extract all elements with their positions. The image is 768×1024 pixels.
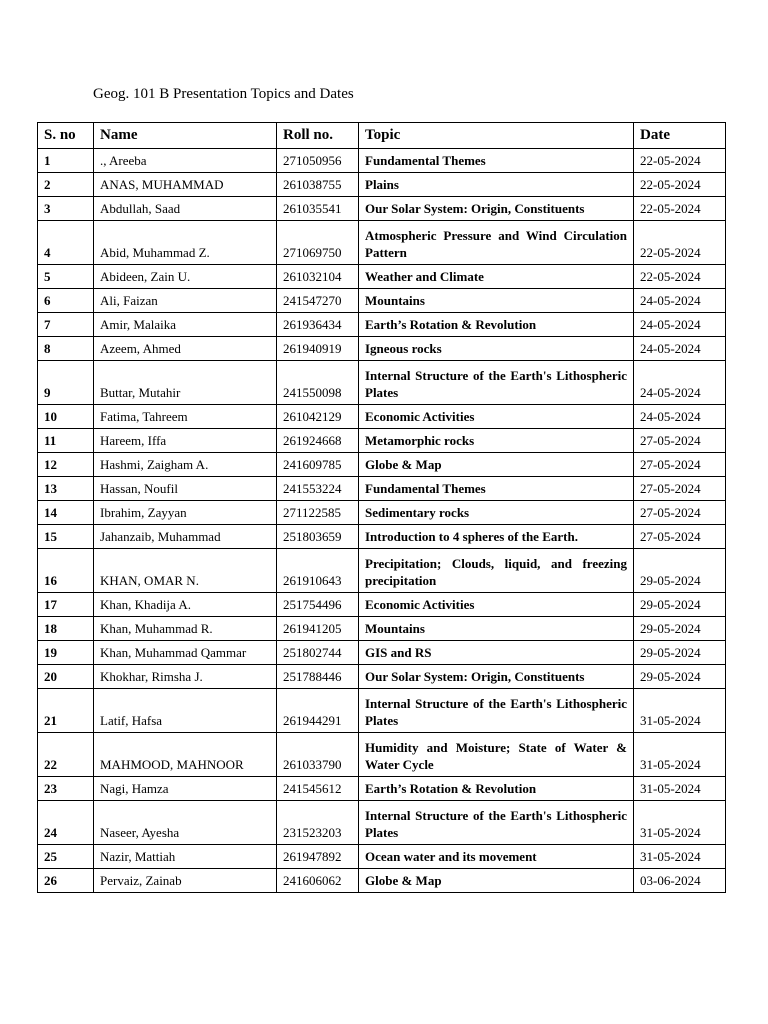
cell-topic: Plains (359, 173, 634, 197)
cell-topic: Introduction to 4 spheres of the Earth. (359, 525, 634, 549)
cell-date: 27-05-2024 (634, 453, 726, 477)
document-title: Geog. 101 B Presentation Topics and Dates (93, 86, 354, 102)
cell-date: 29-05-2024 (634, 549, 726, 593)
cell-topic: Economic Activities (359, 593, 634, 617)
cell-roll: 241547270 (277, 289, 359, 313)
cell-sno: 14 (38, 501, 94, 525)
table-row (38, 197, 726, 221)
cell-topic: Globe & Map (359, 453, 634, 477)
cell-date: 22-05-2024 (634, 149, 726, 173)
cell-roll: 251754496 (277, 593, 359, 617)
cell-topic: Internal Structure of the Earth's Lithospheric Plates (359, 801, 634, 845)
table-row (38, 845, 726, 869)
cell-date: 29-05-2024 (634, 617, 726, 641)
cell-name: ANAS, MUHAMMAD (94, 173, 277, 197)
table-row (38, 477, 726, 501)
cell-date: 27-05-2024 (634, 525, 726, 549)
cell-sno: 20 (38, 665, 94, 689)
cell-date: 27-05-2024 (634, 429, 726, 453)
cell-date: 22-05-2024 (634, 221, 726, 265)
cell-topic: Sedimentary rocks (359, 501, 634, 525)
table-row (38, 525, 726, 549)
cell-sno: 22 (38, 733, 94, 777)
cell-topic: Atmospheric Pressure and Wind Circulation Pattern (359, 221, 634, 265)
cell-topic: Fundamental Themes (359, 477, 634, 501)
cell-topic: Igneous rocks (359, 337, 634, 361)
cell-sno: 2 (38, 173, 94, 197)
presentation-table (37, 122, 726, 893)
table-row (38, 549, 726, 593)
cell-sno: 21 (38, 689, 94, 733)
cell-roll: 241553224 (277, 477, 359, 501)
cell-roll: 271122585 (277, 501, 359, 525)
table-row (38, 641, 726, 665)
cell-roll: 251802744 (277, 641, 359, 665)
cell-name: Hareem, Iffa (94, 429, 277, 453)
cell-date: 27-05-2024 (634, 477, 726, 501)
cell-roll: 231523203 (277, 801, 359, 845)
cell-sno: 15 (38, 525, 94, 549)
cell-date: 31-05-2024 (634, 845, 726, 869)
cell-name: ., Areeba (94, 149, 277, 173)
table-row (38, 453, 726, 477)
cell-name: MAHMOOD, MAHNOOR (94, 733, 277, 777)
table-row (38, 733, 726, 777)
cell-sno: 11 (38, 429, 94, 453)
table-row (38, 689, 726, 733)
table-row (38, 149, 726, 173)
cell-name: Naseer, Ayesha (94, 801, 277, 845)
cell-sno: 26 (38, 869, 94, 893)
cell-name: Ibrahim, Zayyan (94, 501, 277, 525)
cell-name: Azeem, Ahmed (94, 337, 277, 361)
header-date: Date (634, 123, 726, 149)
cell-roll: 261032104 (277, 265, 359, 289)
header-roll: Roll no. (277, 123, 359, 149)
cell-topic: Earth’s Rotation & Revolution (359, 313, 634, 337)
cell-sno: 8 (38, 337, 94, 361)
cell-topic: Internal Structure of the Earth's Lithospheric Plates (359, 689, 634, 733)
table-row (38, 617, 726, 641)
cell-topic: Mountains (359, 289, 634, 313)
cell-sno: 10 (38, 405, 94, 429)
cell-topic: Mountains (359, 617, 634, 641)
cell-roll: 241606062 (277, 869, 359, 893)
cell-name: Jahanzaib, Muhammad (94, 525, 277, 549)
cell-sno: 3 (38, 197, 94, 221)
cell-roll: 261936434 (277, 313, 359, 337)
header-row (38, 123, 726, 149)
cell-roll: 261035541 (277, 197, 359, 221)
table-row (38, 801, 726, 845)
cell-sno: 23 (38, 777, 94, 801)
table-row (38, 337, 726, 361)
cell-topic: Weather and Climate (359, 265, 634, 289)
cell-name: Khokhar, Rimsha J. (94, 665, 277, 689)
cell-topic: Humidity and Moisture; State of Water & Water Cycle (359, 733, 634, 777)
cell-date: 22-05-2024 (634, 197, 726, 221)
cell-date: 24-05-2024 (634, 289, 726, 313)
cell-date: 29-05-2024 (634, 641, 726, 665)
cell-date: 27-05-2024 (634, 501, 726, 525)
header-sno: S. no (38, 123, 94, 149)
cell-topic: Earth’s Rotation & Revolution (359, 777, 634, 801)
cell-roll: 261924668 (277, 429, 359, 453)
cell-sno: 6 (38, 289, 94, 313)
table-row (38, 173, 726, 197)
cell-roll: 261910643 (277, 549, 359, 593)
cell-roll: 261940919 (277, 337, 359, 361)
cell-date: 29-05-2024 (634, 665, 726, 689)
cell-roll: 241545612 (277, 777, 359, 801)
cell-roll: 261038755 (277, 173, 359, 197)
cell-sno: 24 (38, 801, 94, 845)
cell-name: KHAN, OMAR N. (94, 549, 277, 593)
table-row (38, 665, 726, 689)
table-row (38, 777, 726, 801)
cell-date: 24-05-2024 (634, 313, 726, 337)
cell-date: 31-05-2024 (634, 689, 726, 733)
cell-date: 31-05-2024 (634, 777, 726, 801)
cell-topic: Our Solar System: Origin, Constituents (359, 665, 634, 689)
cell-name: Fatima, Tahreem (94, 405, 277, 429)
header-topic: Topic (359, 123, 634, 149)
cell-name: Buttar, Mutahir (94, 361, 277, 405)
cell-date: 22-05-2024 (634, 173, 726, 197)
cell-name: Nazir, Mattiah (94, 845, 277, 869)
cell-roll: 261944291 (277, 689, 359, 733)
cell-name: Abid, Muhammad Z. (94, 221, 277, 265)
cell-topic: Economic Activities (359, 405, 634, 429)
cell-date: 24-05-2024 (634, 337, 726, 361)
cell-topic: Internal Structure of the Earth's Lithospheric Plates (359, 361, 634, 405)
cell-date: 31-05-2024 (634, 801, 726, 845)
table-row (38, 265, 726, 289)
cell-name: Abdullah, Saad (94, 197, 277, 221)
cell-roll: 241550098 (277, 361, 359, 405)
cell-sno: 13 (38, 477, 94, 501)
cell-sno: 1 (38, 149, 94, 173)
table-row (38, 221, 726, 265)
cell-date: 24-05-2024 (634, 361, 726, 405)
cell-sno: 18 (38, 617, 94, 641)
cell-date: 31-05-2024 (634, 733, 726, 777)
cell-sno: 9 (38, 361, 94, 405)
cell-name: Abideen, Zain U. (94, 265, 277, 289)
cell-sno: 4 (38, 221, 94, 265)
cell-sno: 16 (38, 549, 94, 593)
cell-topic: Ocean water and its movement (359, 845, 634, 869)
cell-name: Pervaiz, Zainab (94, 869, 277, 893)
table-row (38, 361, 726, 405)
table-row (38, 405, 726, 429)
cell-sno: 17 (38, 593, 94, 617)
cell-roll: 261033790 (277, 733, 359, 777)
cell-topic: GIS and RS (359, 641, 634, 665)
table-row (38, 429, 726, 453)
header-name: Name (94, 123, 277, 149)
cell-topic: Fundamental Themes (359, 149, 634, 173)
cell-roll: 261941205 (277, 617, 359, 641)
cell-roll: 251788446 (277, 665, 359, 689)
cell-sno: 5 (38, 265, 94, 289)
cell-sno: 12 (38, 453, 94, 477)
cell-roll: 241609785 (277, 453, 359, 477)
cell-date: 03-06-2024 (634, 869, 726, 893)
cell-name: Hassan, Noufil (94, 477, 277, 501)
cell-date: 24-05-2024 (634, 405, 726, 429)
cell-roll: 271050956 (277, 149, 359, 173)
cell-name: Latif, Hafsa (94, 689, 277, 733)
cell-name: Ali, Faizan (94, 289, 277, 313)
table-row (38, 501, 726, 525)
cell-topic: Our Solar System: Origin, Constituents (359, 197, 634, 221)
cell-roll: 261947892 (277, 845, 359, 869)
cell-roll: 251803659 (277, 525, 359, 549)
cell-date: 29-05-2024 (634, 593, 726, 617)
cell-topic: Precipitation; Clouds, liquid, and freezing precipitation (359, 549, 634, 593)
cell-name: Nagi, Hamza (94, 777, 277, 801)
cell-roll: 261042129 (277, 405, 359, 429)
cell-name: Khan, Muhammad Qammar (94, 641, 277, 665)
table-row (38, 869, 726, 893)
cell-topic: Metamorphic rocks (359, 429, 634, 453)
cell-sno: 7 (38, 313, 94, 337)
cell-sno: 25 (38, 845, 94, 869)
cell-date: 22-05-2024 (634, 265, 726, 289)
cell-name: Hashmi, Zaigham A. (94, 453, 277, 477)
cell-name: Khan, Muhammad R. (94, 617, 277, 641)
cell-topic: Globe & Map (359, 869, 634, 893)
cell-sno: 19 (38, 641, 94, 665)
table-row (38, 313, 726, 337)
table-row (38, 593, 726, 617)
table-row (38, 289, 726, 313)
cell-name: Khan, Khadija A. (94, 593, 277, 617)
cell-roll: 271069750 (277, 221, 359, 265)
cell-name: Amir, Malaika (94, 313, 277, 337)
